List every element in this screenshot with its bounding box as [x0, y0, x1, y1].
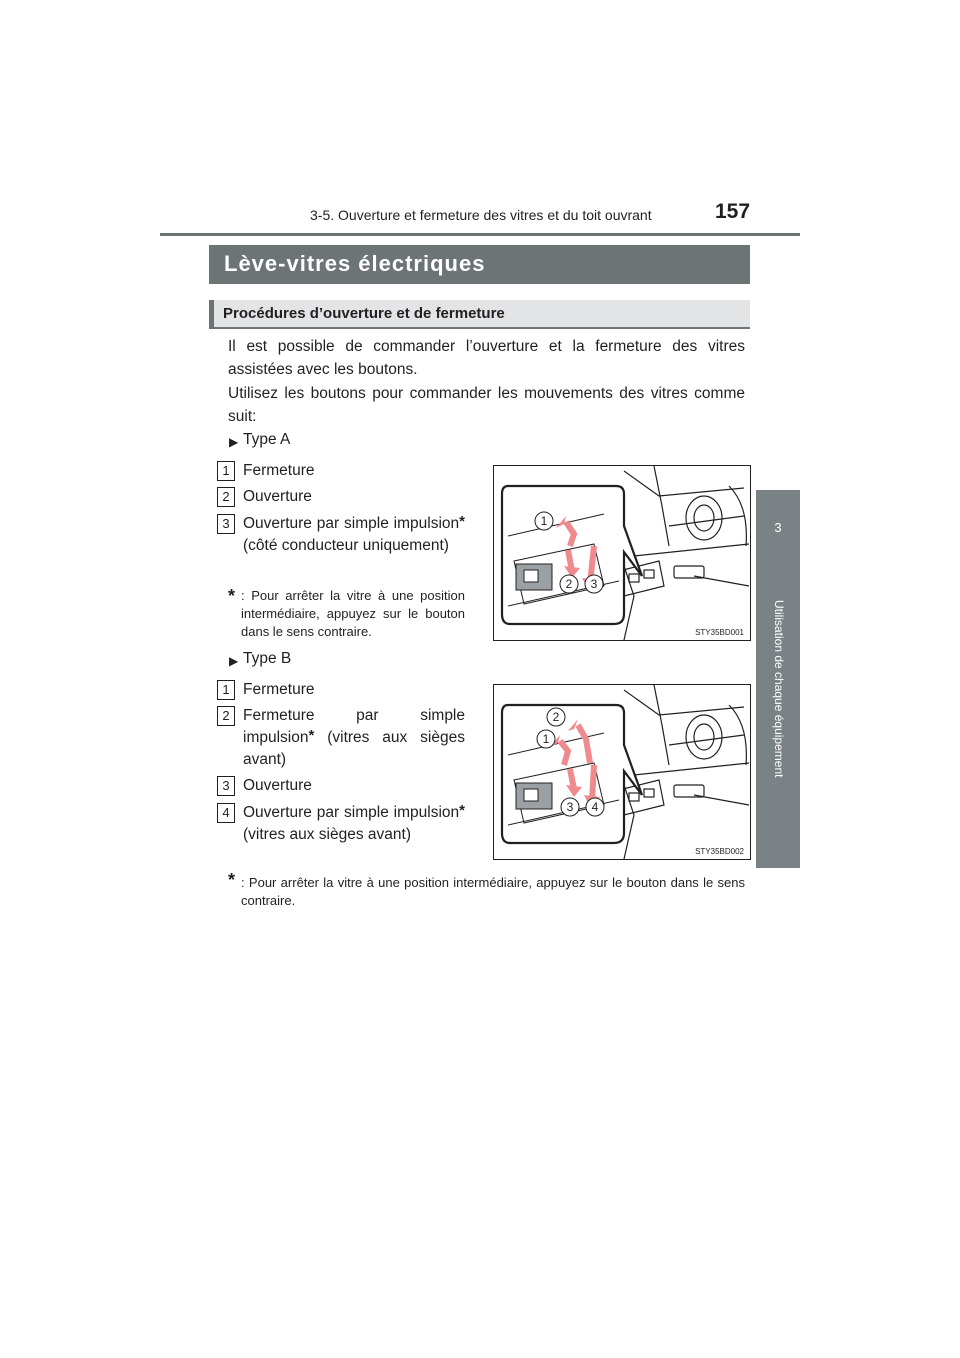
step-number-box: 1 — [217, 461, 235, 481]
footnote-asterisk: * — [459, 802, 465, 819]
type-b-label: Type B — [243, 650, 292, 667]
chapter-side-tab — [756, 490, 800, 868]
type-b-note: : Pour arrêter la vitre à une position intermédiaire, appuyez sur le bouton dans le sens contraire. — [241, 875, 745, 908]
note-asterisk: * — [228, 586, 236, 606]
step-text: Fermeture par simple impulsion — [243, 707, 465, 746]
subsection-bar — [209, 300, 750, 329]
intro-paragraph-1: Il est possible de commander l’ouverture et la fermeture des vitres assistées avec les boutons. — [228, 338, 745, 378]
step-number-box: 4 — [217, 803, 235, 823]
page-number: 157 — [715, 200, 751, 223]
step-number-box: 2 — [217, 706, 235, 726]
step-text-qualifier: (vitres aux sièges avant) — [243, 826, 411, 843]
subsection-title: Procédures d’ouverture et de fermeture — [223, 305, 505, 322]
type-a-step-1: Fermeture — [243, 462, 315, 479]
footnote-asterisk: * — [308, 727, 315, 744]
chapter-number: 3 — [774, 520, 782, 535]
type-a-illustration — [493, 465, 751, 641]
type-b-illustration — [493, 684, 751, 860]
callout-3: 3 — [590, 577, 598, 591]
type-a-step-2: Ouverture — [243, 488, 312, 505]
step-text: Ouverture par simple impulsion — [243, 804, 460, 821]
step-text: Ouverture par simple impulsion — [243, 515, 460, 532]
triangle-bullet-icon: ▶ — [229, 654, 239, 668]
running-header-section: 3-5. Ouverture et fermeture des vitres et du toit ouvrant — [310, 207, 652, 223]
type-a-step-3 — [243, 513, 465, 557]
step-number-box: 3 — [217, 514, 235, 534]
note-asterisk: * — [228, 870, 236, 890]
callout-3: 3 — [566, 800, 574, 814]
type-a-label: Type A — [243, 431, 291, 448]
type-b-step-3: Ouverture — [243, 777, 312, 794]
callout-1: 1 — [542, 732, 550, 746]
triangle-bullet-icon: ▶ — [229, 435, 239, 449]
step-number-box: 1 — [217, 680, 235, 700]
step-number-box: 2 — [217, 487, 235, 507]
image-code: STY35BD001 — [695, 628, 744, 637]
type-b-step-4 — [243, 802, 465, 846]
header-divider — [160, 233, 800, 236]
callout-2: 2 — [552, 710, 560, 724]
step-number-box: 3 — [217, 776, 235, 796]
step-text-qualifier: (côté conducteur uniquement) — [243, 537, 449, 554]
type-a-note: : Pour arrêter la vitre à une position intermédiaire, appuyez sur le bouton dans le sens contraire. — [241, 588, 465, 639]
callout-2: 2 — [565, 577, 573, 591]
footnote-asterisk: * — [459, 513, 465, 530]
subsection-accent — [209, 300, 214, 327]
section-banner — [209, 245, 750, 284]
image-code: STY35BD002 — [695, 847, 744, 856]
type-b-step-1: Fermeture — [243, 681, 315, 698]
type-b-step-2 — [243, 705, 465, 771]
window-switch-diagram-b — [494, 685, 750, 859]
window-switch-diagram-a — [494, 466, 750, 640]
section-title: Lève-vitres électriques — [224, 251, 486, 276]
intro-paragraph-2: Utilisez les boutons pour commander les mouvements des vitres comme suit: — [228, 385, 745, 425]
callout-4: 4 — [591, 800, 599, 814]
chapter-title: Utilisation de chaque équipement — [772, 600, 786, 778]
callout-1: 1 — [540, 514, 548, 528]
step-text-qualifier: (vitres aux sièges avant) — [243, 729, 465, 768]
